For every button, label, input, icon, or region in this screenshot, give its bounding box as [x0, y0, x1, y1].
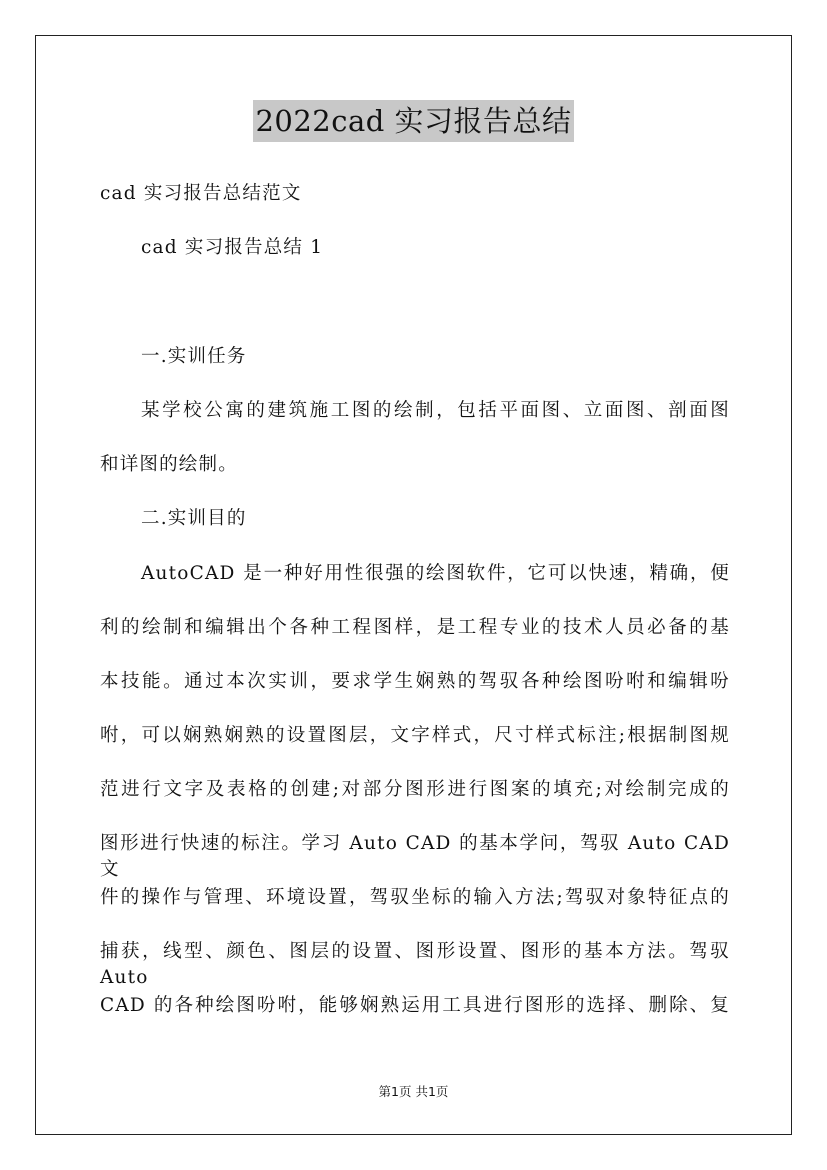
report-heading: cad 实习报告总结 1	[141, 237, 324, 258]
section-2-heading: 二.实训目的	[141, 508, 247, 529]
document-title: 2022cad 实习报告总结	[253, 100, 573, 142]
paragraph-line: 捕获，线型、颜色、图层的设置、图形设置、图形的基本方法。驾驭 Auto	[100, 941, 730, 988]
paragraph-line: 图形进行快速的标注。学习 Auto CAD 的基本学问，驾驭 Auto CAD 文	[100, 833, 730, 880]
section-1-heading: 一.实训任务	[141, 346, 247, 367]
paragraph-line: 和详图的绘制。	[100, 454, 238, 475]
page-number-footer: 第1页 共1页	[378, 1084, 449, 1099]
document-subtitle: cad 实习报告总结范文	[100, 183, 302, 204]
paragraph-line: AutoCAD 是一种好用性很强的绘图软件，它可以快速，精确，便	[141, 563, 730, 584]
paragraph-line: CAD 的各种绘图吩咐，能够娴熟运用工具进行图形的选择、删除、复	[100, 995, 730, 1016]
paragraph-line: 某学校公寓的建筑施工图的绘制，包括平面图、立面图、剖面图	[141, 400, 730, 421]
paragraph-line: 本技能。通过本次实训，要求学生娴熟的驾驭各种绘图吩咐和编辑吩	[100, 671, 730, 692]
paragraph-line: 利的绘制和编辑出个各种工程图样，是工程专业的技术人员必备的基	[100, 617, 730, 638]
paragraph-line: 件的操作与管理、环境设置，驾驭坐标的输入方法;驾驭对象特征点的	[100, 887, 730, 908]
paragraph-line: 范进行文字及表格的创建;对部分图形进行图案的填充;对绘制完成的	[100, 779, 730, 800]
paragraph-line: 咐，可以娴熟娴熟的设置图层，文字样式，尺寸样式标注;根据制图规	[100, 725, 730, 746]
title-container	[0, 100, 827, 142]
